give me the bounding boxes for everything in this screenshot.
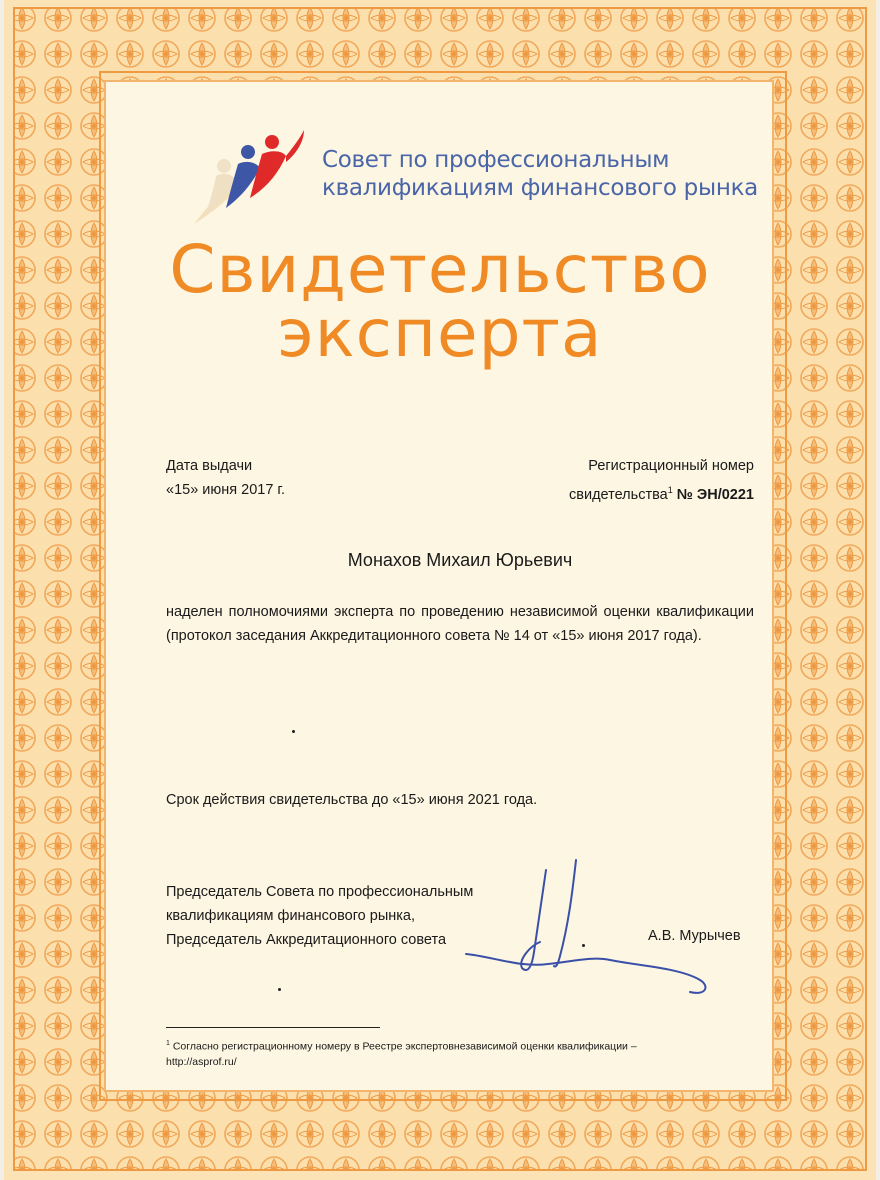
certificate-title-line1: Свидетельство xyxy=(169,231,711,308)
validity-text: Срок действия свидетельства до «15» июня 2021 года. xyxy=(166,792,538,808)
footnote-mark: 1 xyxy=(166,1040,170,1047)
chairman-title-line3: Председатель Аккредитационного совета xyxy=(166,932,447,948)
issue-date-label: Дата выдачи xyxy=(166,458,253,474)
holder-name: Монахов Михаил Юрьевич xyxy=(347,550,573,570)
certificate-title-line2: эксперта xyxy=(277,295,603,372)
organization-name-line1: Совет по профессиональным xyxy=(322,147,670,173)
chairman-title xyxy=(166,880,473,952)
footnote-text: Согласно регистрационному номеру в Реестре экспертовнезависимой оценки квалификации – xyxy=(172,1040,637,1053)
scan-speck xyxy=(582,944,585,947)
footnote xyxy=(166,1036,726,1070)
organization-name xyxy=(322,146,762,202)
certificate-title xyxy=(110,231,770,372)
issue-date-value: «15» июня 2017 г. xyxy=(166,482,285,498)
footnote-link: http://asprof.ru/ xyxy=(166,1055,237,1068)
authority-text: наделен полномочиями эксперта по проведению независимой оценки квалификации (протокол заседания Аккредитационного совета № 14 от «15» июня 2017 года). xyxy=(166,604,754,644)
chairman-title-line1: Председатель Совета по профессиональным xyxy=(166,884,474,900)
footnote-divider xyxy=(166,1027,380,1028)
chairman-title-line2: квалификациям финансового рынка, xyxy=(166,908,416,924)
registration-label: Регистрационный номер xyxy=(588,458,754,474)
figures-logo-icon xyxy=(186,118,316,228)
footnote-reference: 1 xyxy=(667,485,673,495)
organization-name-line2: квалификациям финансового рынка xyxy=(322,175,758,201)
registration-block xyxy=(569,454,754,507)
registration-number: № ЭН/0221 xyxy=(676,486,754,503)
scan-speck xyxy=(292,730,295,733)
scan-speck xyxy=(278,988,281,991)
chairman-name: А.В. Мурычев xyxy=(648,928,741,944)
registration-label-line2: свидетельства xyxy=(569,486,668,503)
issue-date-block xyxy=(166,454,285,502)
